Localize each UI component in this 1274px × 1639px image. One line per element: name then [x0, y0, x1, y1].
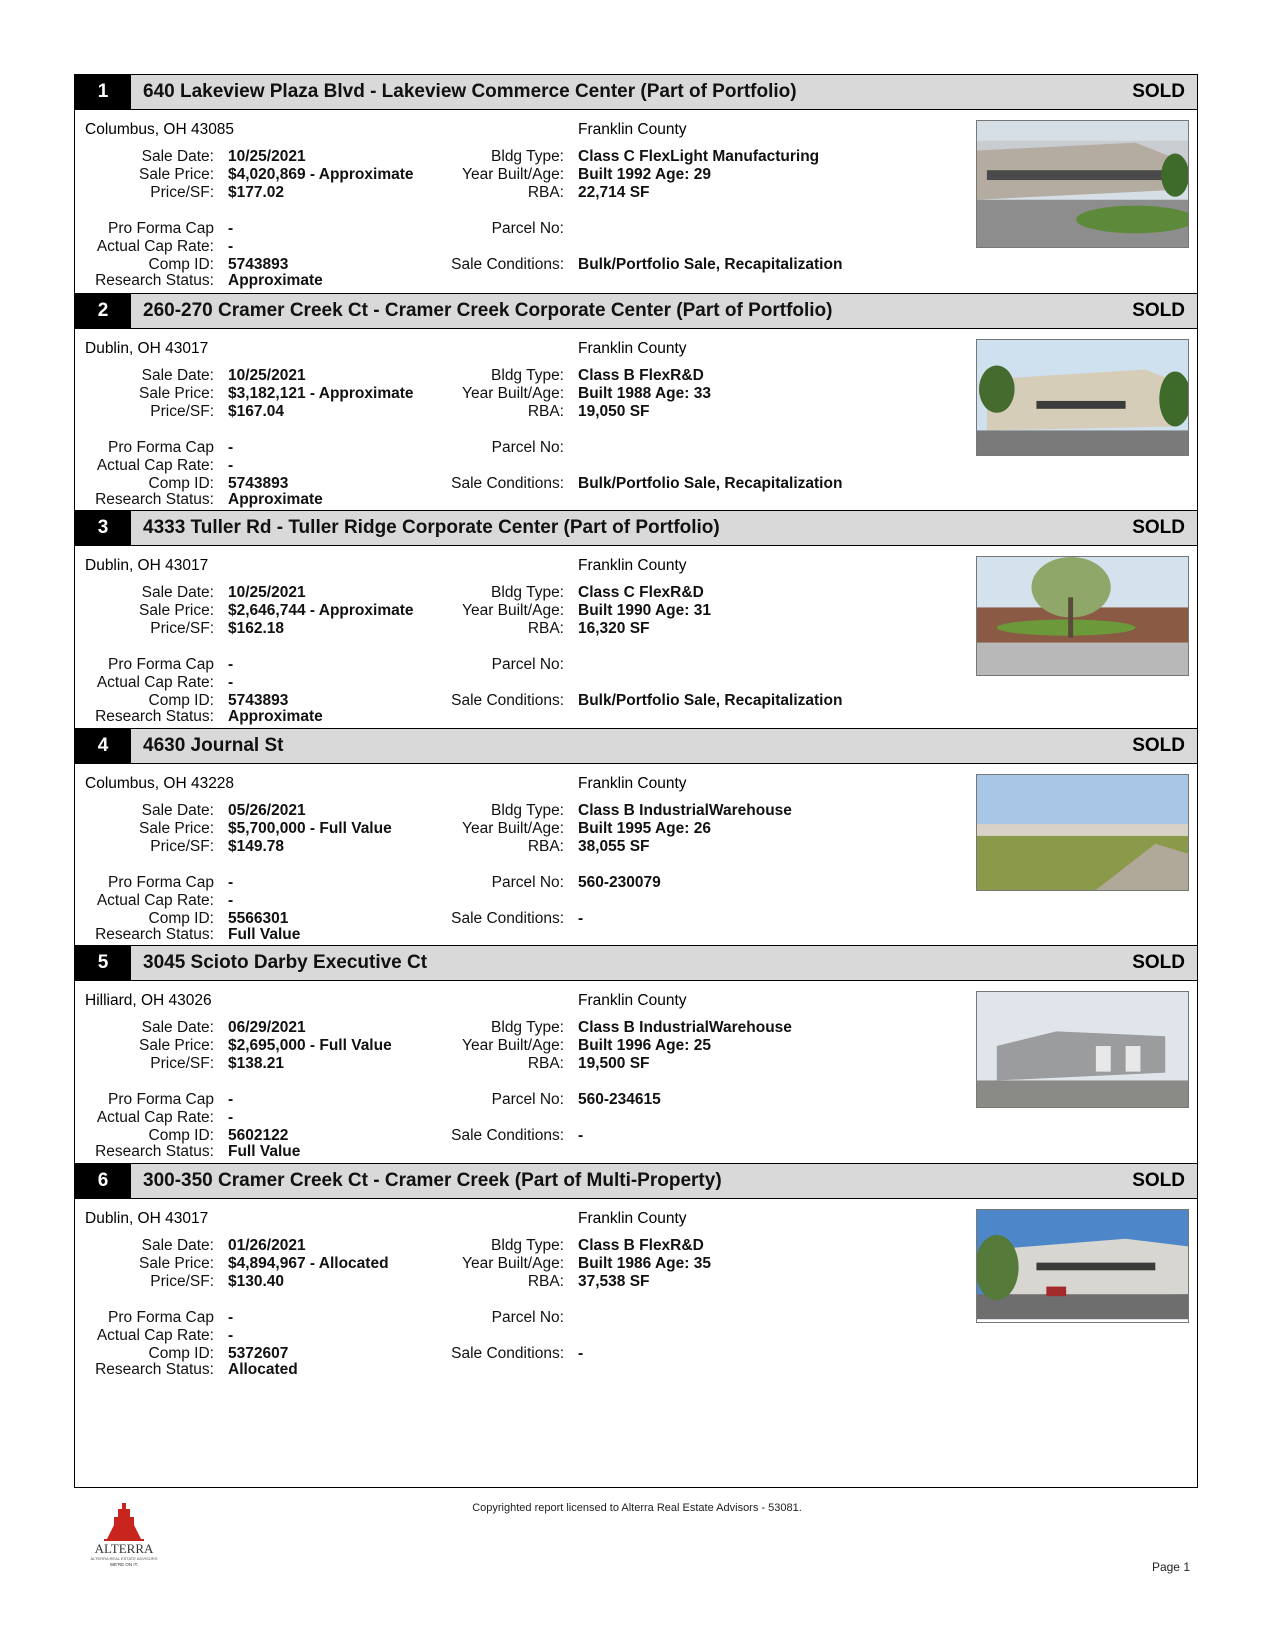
pro-forma-cap-value: - [228, 220, 234, 237]
pro-forma-cap-label: Pro Forma Cap [108, 656, 214, 673]
record-number: 4 [75, 729, 131, 763]
year-built-age-label: Year Built/Age: [462, 384, 564, 402]
year-built-age-value: Built 1988 Age: 33 [578, 384, 711, 402]
sale-price-value: $5,700,000 - Full Value [228, 819, 392, 837]
building-type-label: Bldg Type: [491, 584, 564, 601]
gray-warehouse-photo [976, 991, 1189, 1108]
parcel-number-label: Parcel No: [491, 438, 564, 456]
year-built-age-value: Built 1992 Age: 29 [578, 166, 711, 183]
sale-price-label: Sale Price: [139, 1254, 214, 1272]
sale-date-label: Sale Date: [141, 148, 214, 165]
actual-cap-rate-label: Actual Cap Rate: [96, 1109, 214, 1126]
svg-text:ALTERRA: ALTERRA [94, 1541, 154, 1556]
sale-status-badge: SOLD [1132, 1169, 1185, 1191]
year-built-age-label: Year Built/Age: [462, 602, 564, 619]
rba-label: RBA: [527, 620, 564, 637]
pro-forma-cap-label: Pro Forma Cap [108, 220, 214, 237]
sale-conditions-value: Bulk/Portfolio Sale, Recapitalization [578, 474, 843, 492]
comp-id-label: Comp ID: [148, 1344, 214, 1362]
rba-value: 16,320 SF [578, 620, 650, 637]
sale-conditions-label: Sale Conditions: [451, 909, 564, 927]
pro-forma-cap-label: Pro Forma Cap [108, 438, 214, 456]
comp-id-value: 5602122 [228, 1127, 289, 1144]
building-type-label: Bldg Type: [491, 148, 564, 165]
parcel-number-value: 560-230079 [578, 873, 661, 891]
actual-cap-rate-value: - [228, 674, 234, 691]
actual-cap-rate-value: - [228, 456, 234, 474]
sale-conditions-label: Sale Conditions: [451, 474, 564, 492]
pro-forma-cap-label: Pro Forma Cap [108, 1308, 214, 1326]
record-header [75, 511, 1197, 546]
building-type-value: Class C FlexR&D [578, 584, 704, 601]
sale-price-value: $2,646,744 - Approximate [228, 602, 414, 619]
sale-conditions-label: Sale Conditions: [451, 692, 564, 709]
rba-value: 19,050 SF [578, 402, 650, 420]
sale-price-label: Sale Price: [139, 384, 214, 402]
year-built-age-value: Built 1995 Age: 26 [578, 819, 711, 837]
comp-id-label: Comp ID: [148, 256, 214, 273]
actual-cap-rate-value: - [228, 238, 234, 255]
sale-date-label: Sale Date: [141, 366, 214, 384]
sale-status-badge: SOLD [1132, 952, 1185, 973]
sale-conditions-label: Sale Conditions: [451, 1344, 564, 1362]
sale-date-value: 05/26/2021 [228, 801, 306, 819]
comp-id-value: 5743893 [228, 692, 289, 709]
parcel-number-label: Parcel No: [491, 1091, 564, 1108]
county-name: Franklin County [578, 557, 687, 574]
record-title: 4333 Tuller Rd - Tuller Ridge Corporate Center (Part of Portfolio) [143, 517, 720, 538]
county-name: Franklin County [578, 774, 687, 792]
comp-record [75, 1163, 1197, 1382]
rba-value: 38,055 SF [578, 837, 650, 855]
record-title: 3045 Scioto Darby Executive Ct [143, 952, 428, 973]
sale-status-badge: SOLD [1132, 299, 1185, 321]
research-status-value: Allocated [228, 1360, 298, 1378]
brick-building-with-tree-photo [976, 556, 1189, 676]
comp-id-label: Comp ID: [148, 909, 214, 927]
sale-conditions-label: Sale Conditions: [451, 1127, 564, 1144]
rba-value: 37,538 SF [578, 1272, 650, 1290]
building-type-label: Bldg Type: [491, 366, 564, 384]
actual-cap-rate-value: - [228, 1109, 234, 1126]
building-type-label: Bldg Type: [491, 1236, 564, 1254]
research-status-value: Full Value [228, 1143, 301, 1160]
sale-price-label: Sale Price: [139, 1037, 214, 1054]
comp-id-label: Comp ID: [148, 692, 214, 709]
parcel-number-label: Parcel No: [491, 220, 564, 237]
price-per-sf-label: Price/SF: [150, 1055, 214, 1072]
research-status-label: Research Status: [95, 708, 214, 725]
sale-date-label: Sale Date: [141, 1019, 214, 1036]
record-title: 640 Lakeview Plaza Blvd - Lakeview Commerce Center (Part of Portfolio) [143, 81, 797, 102]
parcel-number-value: 560-234615 [578, 1091, 661, 1108]
parcel-number-label: Parcel No: [491, 656, 564, 673]
sale-date-label: Sale Date: [141, 1236, 214, 1254]
price-per-sf-label: Price/SF: [150, 1272, 214, 1290]
record-title: 4630 Journal St [143, 734, 284, 756]
price-per-sf-value: $149.78 [228, 837, 285, 855]
long-flex-building-photo [976, 120, 1189, 248]
year-built-age-value: Built 1996 Age: 25 [578, 1037, 711, 1054]
city-state-zip: Hilliard, OH 43026 [85, 992, 212, 1009]
actual-cap-rate-label: Actual Cap Rate: [96, 674, 214, 691]
sale-date-label: Sale Date: [141, 801, 214, 819]
sale-price-label: Sale Price: [139, 166, 214, 183]
record-number: 6 [75, 1164, 131, 1198]
city-state-zip: Dublin, OH 43017 [85, 557, 209, 574]
sale-price-value: $4,894,967 - Allocated [228, 1254, 389, 1272]
comp-record [75, 75, 1197, 293]
pro-forma-cap-value: - [228, 656, 234, 673]
comp-record [75, 510, 1197, 729]
pro-forma-cap-value: - [228, 1308, 234, 1326]
actual-cap-rate-value: - [228, 891, 234, 909]
comp-id-label: Comp ID: [148, 474, 214, 492]
sale-price-value: $4,020,869 - Approximate [228, 166, 414, 183]
year-built-age-value: Built 1986 Age: 35 [578, 1254, 711, 1272]
sale-conditions-value: Bulk/Portfolio Sale, Recapitalization [578, 692, 843, 709]
research-status-value: Approximate [228, 490, 323, 508]
rba-label: RBA: [527, 837, 564, 855]
research-status-label: Research Status: [95, 925, 214, 943]
county-name: Franklin County [578, 992, 687, 1009]
parcel-number-label: Parcel No: [491, 1308, 564, 1326]
pro-forma-cap-label: Pro Forma Cap [108, 1091, 214, 1108]
actual-cap-rate-label: Actual Cap Rate: [96, 891, 214, 909]
actual-cap-rate-label: Actual Cap Rate: [96, 238, 214, 255]
sale-date-value: 10/25/2021 [228, 148, 306, 165]
rba-label: RBA: [527, 1055, 564, 1072]
page-number: Page 1 [1151, 1560, 1190, 1574]
price-per-sf-value: $130.40 [228, 1272, 285, 1290]
price-per-sf-value: $162.18 [228, 620, 285, 637]
rba-value: 22,714 SF [578, 184, 650, 201]
sale-date-value: 06/29/2021 [228, 1019, 306, 1036]
comp-record [75, 728, 1197, 947]
year-built-age-label: Year Built/Age: [462, 819, 564, 837]
sale-price-value: $3,182,121 - Approximate [228, 384, 414, 402]
record-header [75, 729, 1197, 764]
research-status-value: Approximate [228, 708, 323, 725]
comps-table [74, 74, 1198, 1488]
comp-id-value: 5743893 [228, 256, 289, 273]
county-name: Franklin County [578, 121, 687, 138]
building-type-value: Class C FlexLight Manufacturing [578, 148, 820, 165]
record-title: 300-350 Cramer Creek Ct - Cramer Creek (Part of Multi-Property) [143, 1169, 722, 1191]
rba-label: RBA: [527, 184, 564, 201]
city-state-zip: Columbus, OH 43085 [85, 121, 235, 138]
sale-status-badge: SOLD [1132, 81, 1185, 102]
sale-conditions-label: Sale Conditions: [451, 256, 564, 273]
sale-date-value: 01/26/2021 [228, 1236, 306, 1254]
price-per-sf-label: Price/SF: [150, 620, 214, 637]
record-title: 260-270 Cramer Creek Ct - Cramer Creek Corporate Center (Part of Portfolio) [143, 299, 833, 321]
year-built-age-label: Year Built/Age: [462, 1037, 564, 1054]
copyright-notice: Copyrighted report licensed to Alterra Real Estate Advisors - 53081. [472, 1502, 802, 1514]
sale-conditions-value: - [578, 1127, 584, 1144]
svg-text:ALTERRA REAL ESTATE ADVISORS: ALTERRA REAL ESTATE ADVISORS [90, 1556, 158, 1561]
comp-id-value: 5743893 [228, 474, 289, 492]
record-number: 5 [75, 946, 131, 980]
record-header [75, 75, 1197, 110]
county-name: Franklin County [578, 339, 687, 357]
comp-id-value: 5372607 [228, 1344, 289, 1362]
warehouse-field-photo [976, 774, 1189, 891]
office-parking-lot-photo [976, 1209, 1189, 1323]
building-type-value: Class B IndustrialWarehouse [578, 1019, 792, 1036]
record-header [75, 294, 1197, 329]
research-status-value: Full Value [228, 925, 301, 943]
comp-id-label: Comp ID: [148, 1127, 214, 1144]
research-status-label: Research Status: [95, 272, 214, 289]
svg-text:WE'RE ON IT.: WE'RE ON IT. [109, 1562, 139, 1567]
city-state-zip: Dublin, OH 43017 [85, 1209, 209, 1227]
research-status-label: Research Status: [95, 1360, 214, 1378]
tan-office-building-photo [976, 339, 1189, 456]
price-per-sf-label: Price/SF: [150, 184, 214, 201]
county-name: Franklin County [578, 1209, 687, 1227]
comp-record [75, 945, 1197, 1164]
actual-cap-rate-label: Actual Cap Rate: [96, 1326, 214, 1344]
research-status-label: Research Status: [95, 1143, 214, 1160]
year-built-age-value: Built 1990 Age: 31 [578, 602, 711, 619]
record-number: 1 [75, 75, 131, 109]
parcel-number-label: Parcel No: [491, 873, 564, 891]
building-type-value: Class B IndustrialWarehouse [578, 801, 792, 819]
record-header [75, 946, 1197, 981]
sale-price-label: Sale Price: [139, 819, 214, 837]
sale-date-value: 10/25/2021 [228, 366, 306, 384]
research-status-value: Approximate [228, 272, 323, 289]
year-built-age-label: Year Built/Age: [462, 1254, 564, 1272]
record-number: 3 [75, 511, 131, 545]
research-status-label: Research Status: [95, 490, 214, 508]
actual-cap-rate-value: - [228, 1326, 234, 1344]
price-per-sf-label: Price/SF: [150, 837, 214, 855]
sale-conditions-value: Bulk/Portfolio Sale, Recapitalization [578, 256, 843, 273]
record-header [75, 1164, 1197, 1199]
pro-forma-cap-value: - [228, 1091, 234, 1108]
sale-date-label: Sale Date: [141, 584, 214, 601]
rba-value: 19,500 SF [578, 1055, 650, 1072]
sale-conditions-value: - [578, 909, 584, 927]
price-per-sf-value: $167.04 [228, 402, 285, 420]
price-per-sf-value: $138.21 [228, 1055, 285, 1072]
rba-label: RBA: [527, 1272, 564, 1290]
rba-label: RBA: [527, 402, 564, 420]
year-built-age-label: Year Built/Age: [462, 166, 564, 183]
building-type-value: Class B FlexR&D [578, 1236, 704, 1254]
record-number: 2 [75, 294, 131, 328]
building-type-value: Class B FlexR&D [578, 366, 704, 384]
sale-date-value: 10/25/2021 [228, 584, 306, 601]
pro-forma-cap-label: Pro Forma Cap [108, 873, 214, 891]
sale-price-value: $2,695,000 - Full Value [228, 1037, 392, 1054]
sale-status-badge: SOLD [1132, 517, 1185, 538]
price-per-sf-label: Price/SF: [150, 402, 214, 420]
pro-forma-cap-value: - [228, 873, 234, 891]
city-state-zip: Dublin, OH 43017 [85, 339, 209, 357]
pro-forma-cap-value: - [228, 438, 234, 456]
price-per-sf-value: $177.02 [228, 184, 285, 201]
actual-cap-rate-label: Actual Cap Rate: [96, 456, 214, 474]
building-type-label: Bldg Type: [491, 801, 564, 819]
city-state-zip: Columbus, OH 43228 [85, 774, 235, 792]
sale-status-badge: SOLD [1132, 734, 1185, 756]
building-type-label: Bldg Type: [491, 1019, 564, 1036]
sale-price-label: Sale Price: [139, 602, 214, 619]
sale-conditions-value: - [578, 1344, 584, 1362]
comp-record [75, 293, 1197, 512]
comp-id-value: 5566301 [228, 909, 289, 927]
